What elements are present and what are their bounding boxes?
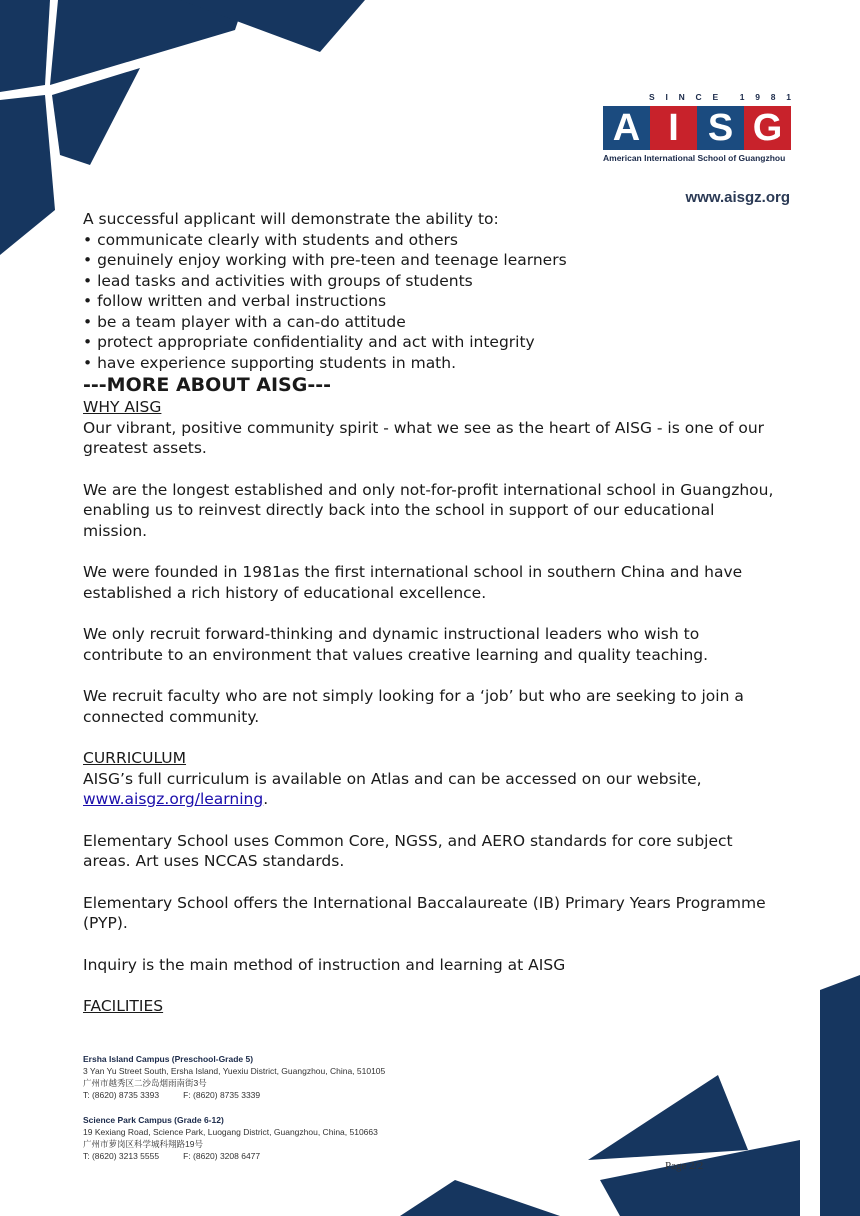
campus-name: Science Park Campus (Grade 6-12) <box>83 1115 224 1125</box>
paragraph: We were founded in 1981as the first international school in southern China and have established a rich history of educational excellence. <box>83 563 743 602</box>
aisg-logo <box>603 92 791 163</box>
campus-tel: T: (8620) 8735 3393 <box>83 1090 160 1100</box>
logo-tagline: American International School of Guangzhou <box>603 153 786 163</box>
bottom-right-shape-2 <box>588 1075 748 1160</box>
logo-letter-g: G <box>744 106 791 150</box>
paragraph: Our vibrant, positive community spirit - what we see as the heart of AISG - is one of our greatest assets. <box>83 418 765 457</box>
section-heading: ---MORE ABOUT AISG--- <box>83 374 331 396</box>
facilities-title: FACILITIES <box>83 997 164 1015</box>
list-item: • genuinely enjoy working with pre-teen and teenage learners <box>83 250 783 271</box>
bottom-right-shape-4 <box>400 1180 560 1216</box>
list-item: • communicate clearly with students and others <box>83 230 783 251</box>
document-body <box>83 209 783 1017</box>
top-left-shape-5 <box>52 68 140 165</box>
header-website: www.aisgz.org <box>685 189 790 206</box>
campus-ersha <box>83 1053 385 1101</box>
campus-address-cn: 广州市越秀区二沙岛烟雨南街3号 <box>83 1078 207 1088</box>
logo-letters <box>603 106 791 150</box>
campus-phones <box>83 1089 385 1101</box>
footer-addresses <box>83 1053 385 1162</box>
intro-lead: A successful applicant will demonstrate the ability to: <box>83 210 499 228</box>
list-item: • protect appropriate confidentiality and act with integrity <box>83 332 783 353</box>
paragraph: We only recruit forward-thinking and dynamic instructional leaders who wish to contribute to an environment that values creative learning and quality teaching. <box>83 625 709 664</box>
curriculum-title: CURRICULUM <box>83 749 187 767</box>
campus-fax: F: (8620) 8735 3339 <box>183 1090 261 1100</box>
campus-science-park <box>83 1114 385 1162</box>
list-item: • lead tasks and activities with groups of students <box>83 271 783 292</box>
why-aisg-title: WHY AISG <box>83 398 162 416</box>
paragraph: Elementary School offers the International Baccalaureate (IB) Primary Years Programme (PYP). <box>83 893 766 932</box>
page-number: Page 2/2 <box>665 1160 704 1172</box>
list-item: • follow written and verbal instructions <box>83 291 783 312</box>
top-left-shape-1 <box>0 0 50 92</box>
paragraph: Elementary School uses Common Core, NGSS, and AERO standards for core subject areas. Art uses NCCAS standards. <box>83 831 733 870</box>
campus-address-cn: 广州市萝岗区科学城科翔路19号 <box>83 1139 203 1149</box>
campus-address: 3 Yan Yu Street South, Ersha Island, Yuexiu District, Guangzhou, China, 510105 <box>83 1066 386 1076</box>
learning-link[interactable]: www.aisgz.org/learning <box>83 790 264 808</box>
logo-letter-s: S <box>697 106 744 150</box>
campus-tel: T: (8620) 3213 5555 <box>83 1151 160 1161</box>
campus-address: 19 Kexiang Road, Science Park, Luogang District, Guangzhou, China, 510663 <box>83 1127 378 1137</box>
campus-name: Ersha Island Campus (Preschool-Grade 5) <box>83 1054 254 1064</box>
list-item: • have experience supporting students in math. <box>83 353 783 374</box>
campus-fax: F: (8620) 3208 6477 <box>183 1151 261 1161</box>
curriculum-paragraph: AISG’s full curriculum is available on Atlas and can be accessed on our website, www.aisgz.org/learning. <box>83 769 702 808</box>
paragraph: Inquiry is the main method of instruction and learning at AISG <box>83 955 566 974</box>
requirements-list <box>83 230 783 374</box>
logo-letter-a: A <box>603 106 650 150</box>
logo-since: S I N C E 1 9 8 1 <box>649 92 791 102</box>
top-left-shape-2 <box>0 95 55 255</box>
paragraph: We are the longest established and only not-for-profit international school in Guangzhou, enabling us to reinvest directly back into the school in support of our educational mission. <box>83 480 774 540</box>
list-item: • be a team player with a can-do attitude <box>83 312 783 333</box>
campus-phones <box>83 1150 385 1162</box>
paragraph: We recruit faculty who are not simply looking for a ‘job’ but who are seeking to join a connected community. <box>83 687 744 726</box>
logo-letter-i: I <box>650 106 697 150</box>
bottom-right-shape-1 <box>820 975 860 1216</box>
